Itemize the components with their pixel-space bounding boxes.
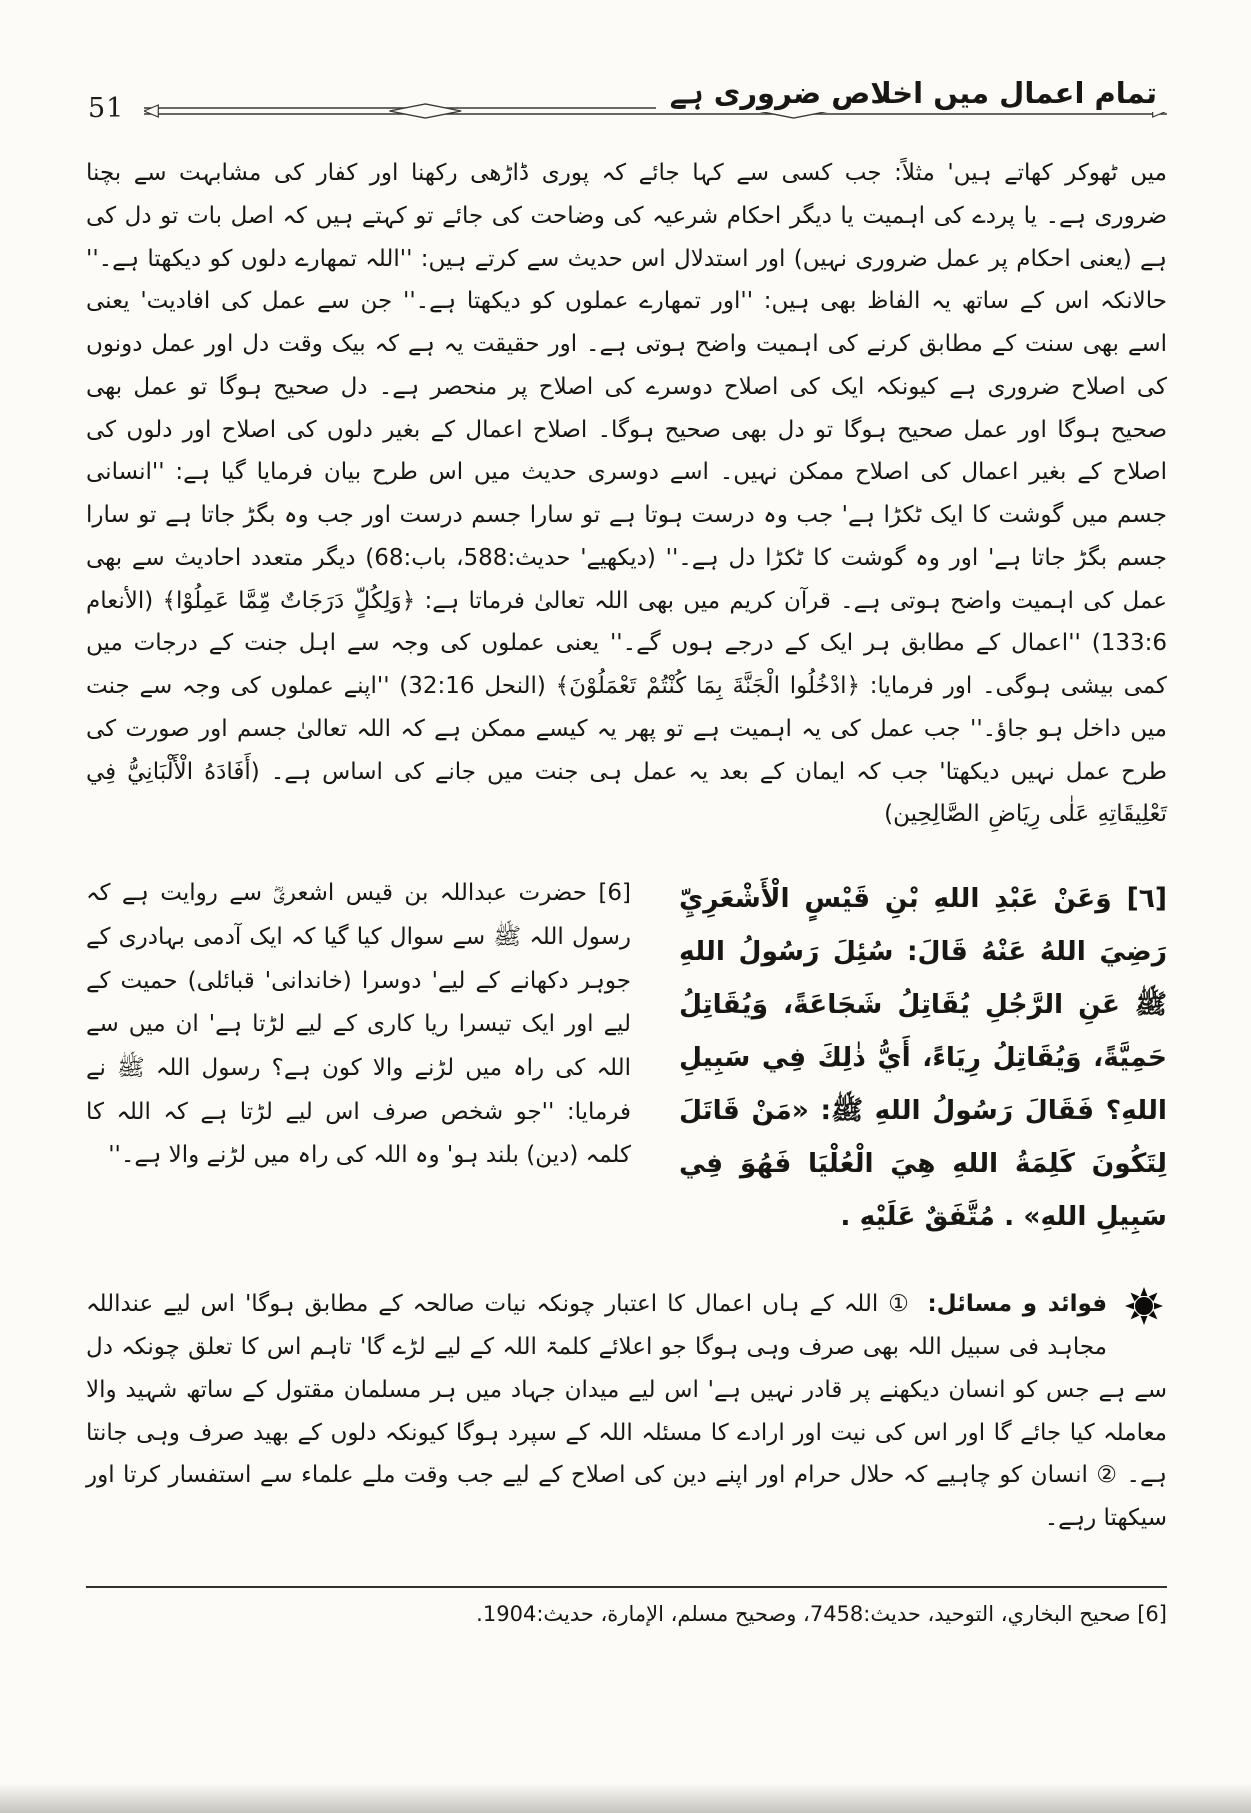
hadith-urdu-translation: [6] حضرت عبداللہ بن قیس اشعریؓ سے روایت ہے کہ رسول اللہ ﷺ سے سوال کیا گیا کہ ایک آدمی بہادری کے جوہر دکھانے کے لیے' دوسرا (خاندانی' قبائلی) حمیت کے لیے اور ایک تیسرا ریا کاری کے لیے لڑتا ہے' ان میں سے اللہ کی راہ میں لڑنے والا کون ہے؟ رسول اللہ ﷺ نے فرمایا: ''جو شخص صرف اس لیے لڑتا ہے کہ اللہ کا کلمہ (دین) بلند ہو' وہ اللہ کی راہ میں لڑنے والا ہے۔''	[86, 880, 631, 1169]
benefits-section	[86, 1283, 1167, 1540]
page-title: تمام اعمال میں اخلاص ضروری ہے	[656, 76, 1167, 112]
page-header	[86, 56, 1167, 122]
main-paragraph: میں ٹھوکر کھاتے ہیں' مثلاً: جب کسی سے کہا جائے کہ پوری ڈاڑھی رکھنا اور کفار کی مشابہت سے بچنا ضروری ہے۔ یا پردے کی اہمیت یا دیگر احکام شرعیہ کی وضاحت کی جائے تو کہتے ہیں کہ اصل بات تو دل کی ہے (یعنی احکام پر عمل ضروری نہیں) اور استدلال اس حدیث سے کرتے ہیں: ''اللہ تمھارے دلوں کو دیکھتا ہے۔'' حالانکہ اس کے ساتھ یہ الفاظ بھی ہیں: ''اور تمھارے عملوں کو دیکھتا ہے۔'' جن سے عمل کی افادیت' یعنی اسے بھی سنت کے مطابق کرنے کی اہمیت واضح ہوتی ہے۔ اور حقیقت یہ ہے کہ بیک وقت دل اور عمل دونوں کی اصلاح ضروری ہے کیونکہ ایک کی اصلاح دوسرے کی اصلاح پر منحصر ہے۔ دل صحیح ہوگا تو عمل بھی صحیح ہوگا اور عمل صحیح ہوگا تو دل بھی صحیح ہوگا۔ اصلاح اعمال کے بغیر دلوں کی اصلاح اور دلوں کی اصلاح کے بغیر اعمال کی اصلاح ممکن نہیں۔ اسے دوسری حدیث میں اس طرح بیان فرمایا گیا ہے: ''انسانی جسم میں گوشت کا ایک ٹکڑا ہے' جب وہ درست ہوتا ہے تو سارا جسم درست اور جب وہ بگڑ جاتا ہے تو سارا جسم بگڑ جاتا ہے' اور وہ گوشت کا ٹکڑا دل ہے۔'' (دیکھیے' حدیث:588، باب:68) دیگر متعدد احادیث سے بھی عمل کی اہمیت واضح ہوتی ہے۔ قرآن کریم میں بھی اللہ تعالیٰ فرماتا ہے: ﴿وَلِكُلٍّ دَرَجَاتٌ مِّمَّا عَمِلُوْا﴾ (الأنعام 133:6) ''اعمال کے مطابق ہر ایک کے درجے ہوں گے۔'' یعنی عملوں کی وجہ سے اہل جنت کے درجات میں کمی بیشی ہوگی۔ اور فرمایا: ﴿ادْخُلُوا الْجَنَّةَ بِمَا كُنْتُمْ تَعْمَلُوْنَ﴾ (النحل 32:16) ''اپنے عملوں کی وجہ سے جنت میں داخل ہو جاؤ۔'' جب عمل کی یہ اہمیت ہے تو پھر یہ کیسے ممکن ہے کہ اللہ تعالیٰ جسم اور صورت کی طرح عمل نہیں دیکھتا' جب کہ ایمان کے بعد یہ عمل ہی جنت میں جانے کی اساس ہے۔ (أَفَادَهُ الْأَلْبَانِيُّ فِي تَعْلِيقَاتِهِ عَلٰى رِيَاضِ الصَّالِحِين)	[86, 160, 1168, 828]
sun-icon	[1121, 1285, 1167, 1327]
benefits-label: فوائد و مسائل:	[927, 1291, 1108, 1318]
benefits-text: ① اللہ کے ہاں اعمال کا اعتبار چونکہ نیات صالحہ کے مطابق ہوگا' اس لیے عنداللہ مجاہد فی سبیل اللہ بھی صرف وہی ہوگا جو اعلائے کلمۃ اللہ کے لیے لڑے گا' تاہم اس کا تعلق چونکہ دل سے ہے جس کو انسان دیکھنے پر قادر نہیں ہے' اس لیے میدان جہاد میں ہر مسلمان مقتول کے ساتھ شہید والا معاملہ کیا جائے گا اور اس کی نیت اور ارادے کا مسئلہ اللہ کے سپرد ہوگا کیونکہ دلوں کے بھید صرف وہی جانتا ہے۔ ② انسان کو چاہیے کہ حلال حرام اور اپنے دین کی اصلاح کے لیے جب وقت ملے علماء سے استفسار کرتا اور سیکھتا رہے۔	[86, 1291, 1167, 1532]
footnote-divider	[86, 1586, 1167, 1588]
page-number: 51	[88, 93, 125, 124]
footnote-reference: [6] صحیح البخاري، التوحید، حدیث:7458، وصحیح مسلم، الإمارة، حدیث:1904.	[476, 1601, 1167, 1626]
hadith-arabic-text: [٦] وَعَنْ عَبْدِ اللهِ بْنِ قَيْسٍ الْأَشْعَرِيِّ رَضِيَ اللهُ عَنْهُ قَالَ: سُئِلَ رَسُولُ اللهِ ﷺ عَنِ الرَّجُلِ يُقَاتِلُ شَجَاعَةً، وَيُقَاتِلُ حَمِيَّةً، وَيُقَاتِلُ رِيَاءً، أَيُّ ذٰلِكَ فِي سَبِيلِ اللهِ؟ فَقَالَ رَسُولُ اللهِ ﷺ: «مَنْ قَاتَلَ لِتَكُونَ كَلِمَةُ اللهِ هِيَ الْعُلْيَا فَهُوَ فِي سَبِيلِ اللهِ» . مُتَّفَقٌ عَلَيْهِ .	[679, 883, 1167, 1233]
hadith-section	[86, 872, 1167, 1243]
